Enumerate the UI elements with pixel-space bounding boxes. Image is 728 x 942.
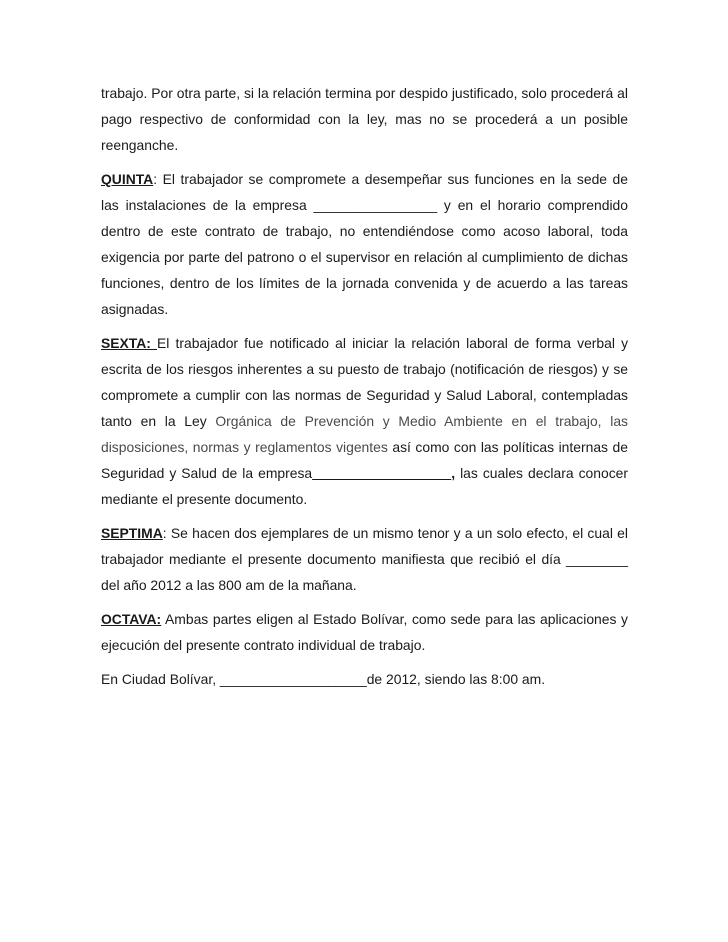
clause-septima (101, 520, 628, 598)
clause-octava (101, 606, 628, 658)
paragraph-intro (101, 80, 628, 158)
clause-quinta-label: QUINTA (101, 171, 154, 187)
clause-septima-label: SEPTIMA (101, 525, 163, 541)
closing-text: En Ciudad Bolívar, ___________________de 2012, siendo las 8:00 am. (101, 671, 546, 687)
clause-sexta-text-before: El trabajador fue notificado al iniciar la relación laboral de forma verbal y escrita de los riesgos inherentes a su puesto de trabajo (notificación de riesgos) y se compromete a cumplir con las normas de Seguridad y Salud Laboral, contempladas tanto en la Ley (101, 335, 629, 429)
clause-octava-label: OCTAVA: (101, 611, 162, 627)
clause-sexta-text-after: así como con las políticas internas de Seguridad y Salud de la empresa (101, 439, 628, 481)
clause-sexta-text-end: las cuales declara conocer mediante el presente documento. (101, 465, 628, 507)
company-name-blank: __________________, (312, 465, 456, 481)
clause-quinta (101, 166, 628, 322)
clause-sexta-law-reference: Orgánica de Prevención y Medio Ambiente en el trabajo, las disposiciones, normas y reglamentos vigentes (101, 413, 628, 455)
document-page (101, 80, 628, 700)
clause-sexta-label: SEXTA: (101, 335, 158, 351)
clause-sexta (101, 330, 628, 512)
closing-line (101, 666, 628, 692)
clause-quinta-text: : El trabajador se compromete a desempeñar sus funciones en la sede de las instalaciones de la empresa ________________ y en el horario comprendido dentro de este contrato de trabajo, no entendiéndose como acoso laboral, toda exigencia por parte del patrono o el supervisor en relación al cumplimiento de dichas funciones, dentro de los límites de la jornada convenida y de acuerdo a las tareas asignadas. (101, 171, 628, 317)
intro-text: trabajo. Por otra parte, si la relación termina por despido justificado, solo procederá al pago respectivo de conformidad con la ley, mas no se procederá a un posible reenganche. (101, 85, 628, 153)
clause-septima-text: : Se hacen dos ejemplares de un mismo tenor y a un solo efecto, el cual el trabajador mediante el presente documento manifiesta que recibió el día ________ del año 2012 a las 800 am de la mañana. (101, 525, 628, 593)
clause-octava-text: Ambas partes eligen al Estado Bolívar, como sede para las aplicaciones y ejecución del presente contrato individual de trabajo. (101, 611, 628, 653)
